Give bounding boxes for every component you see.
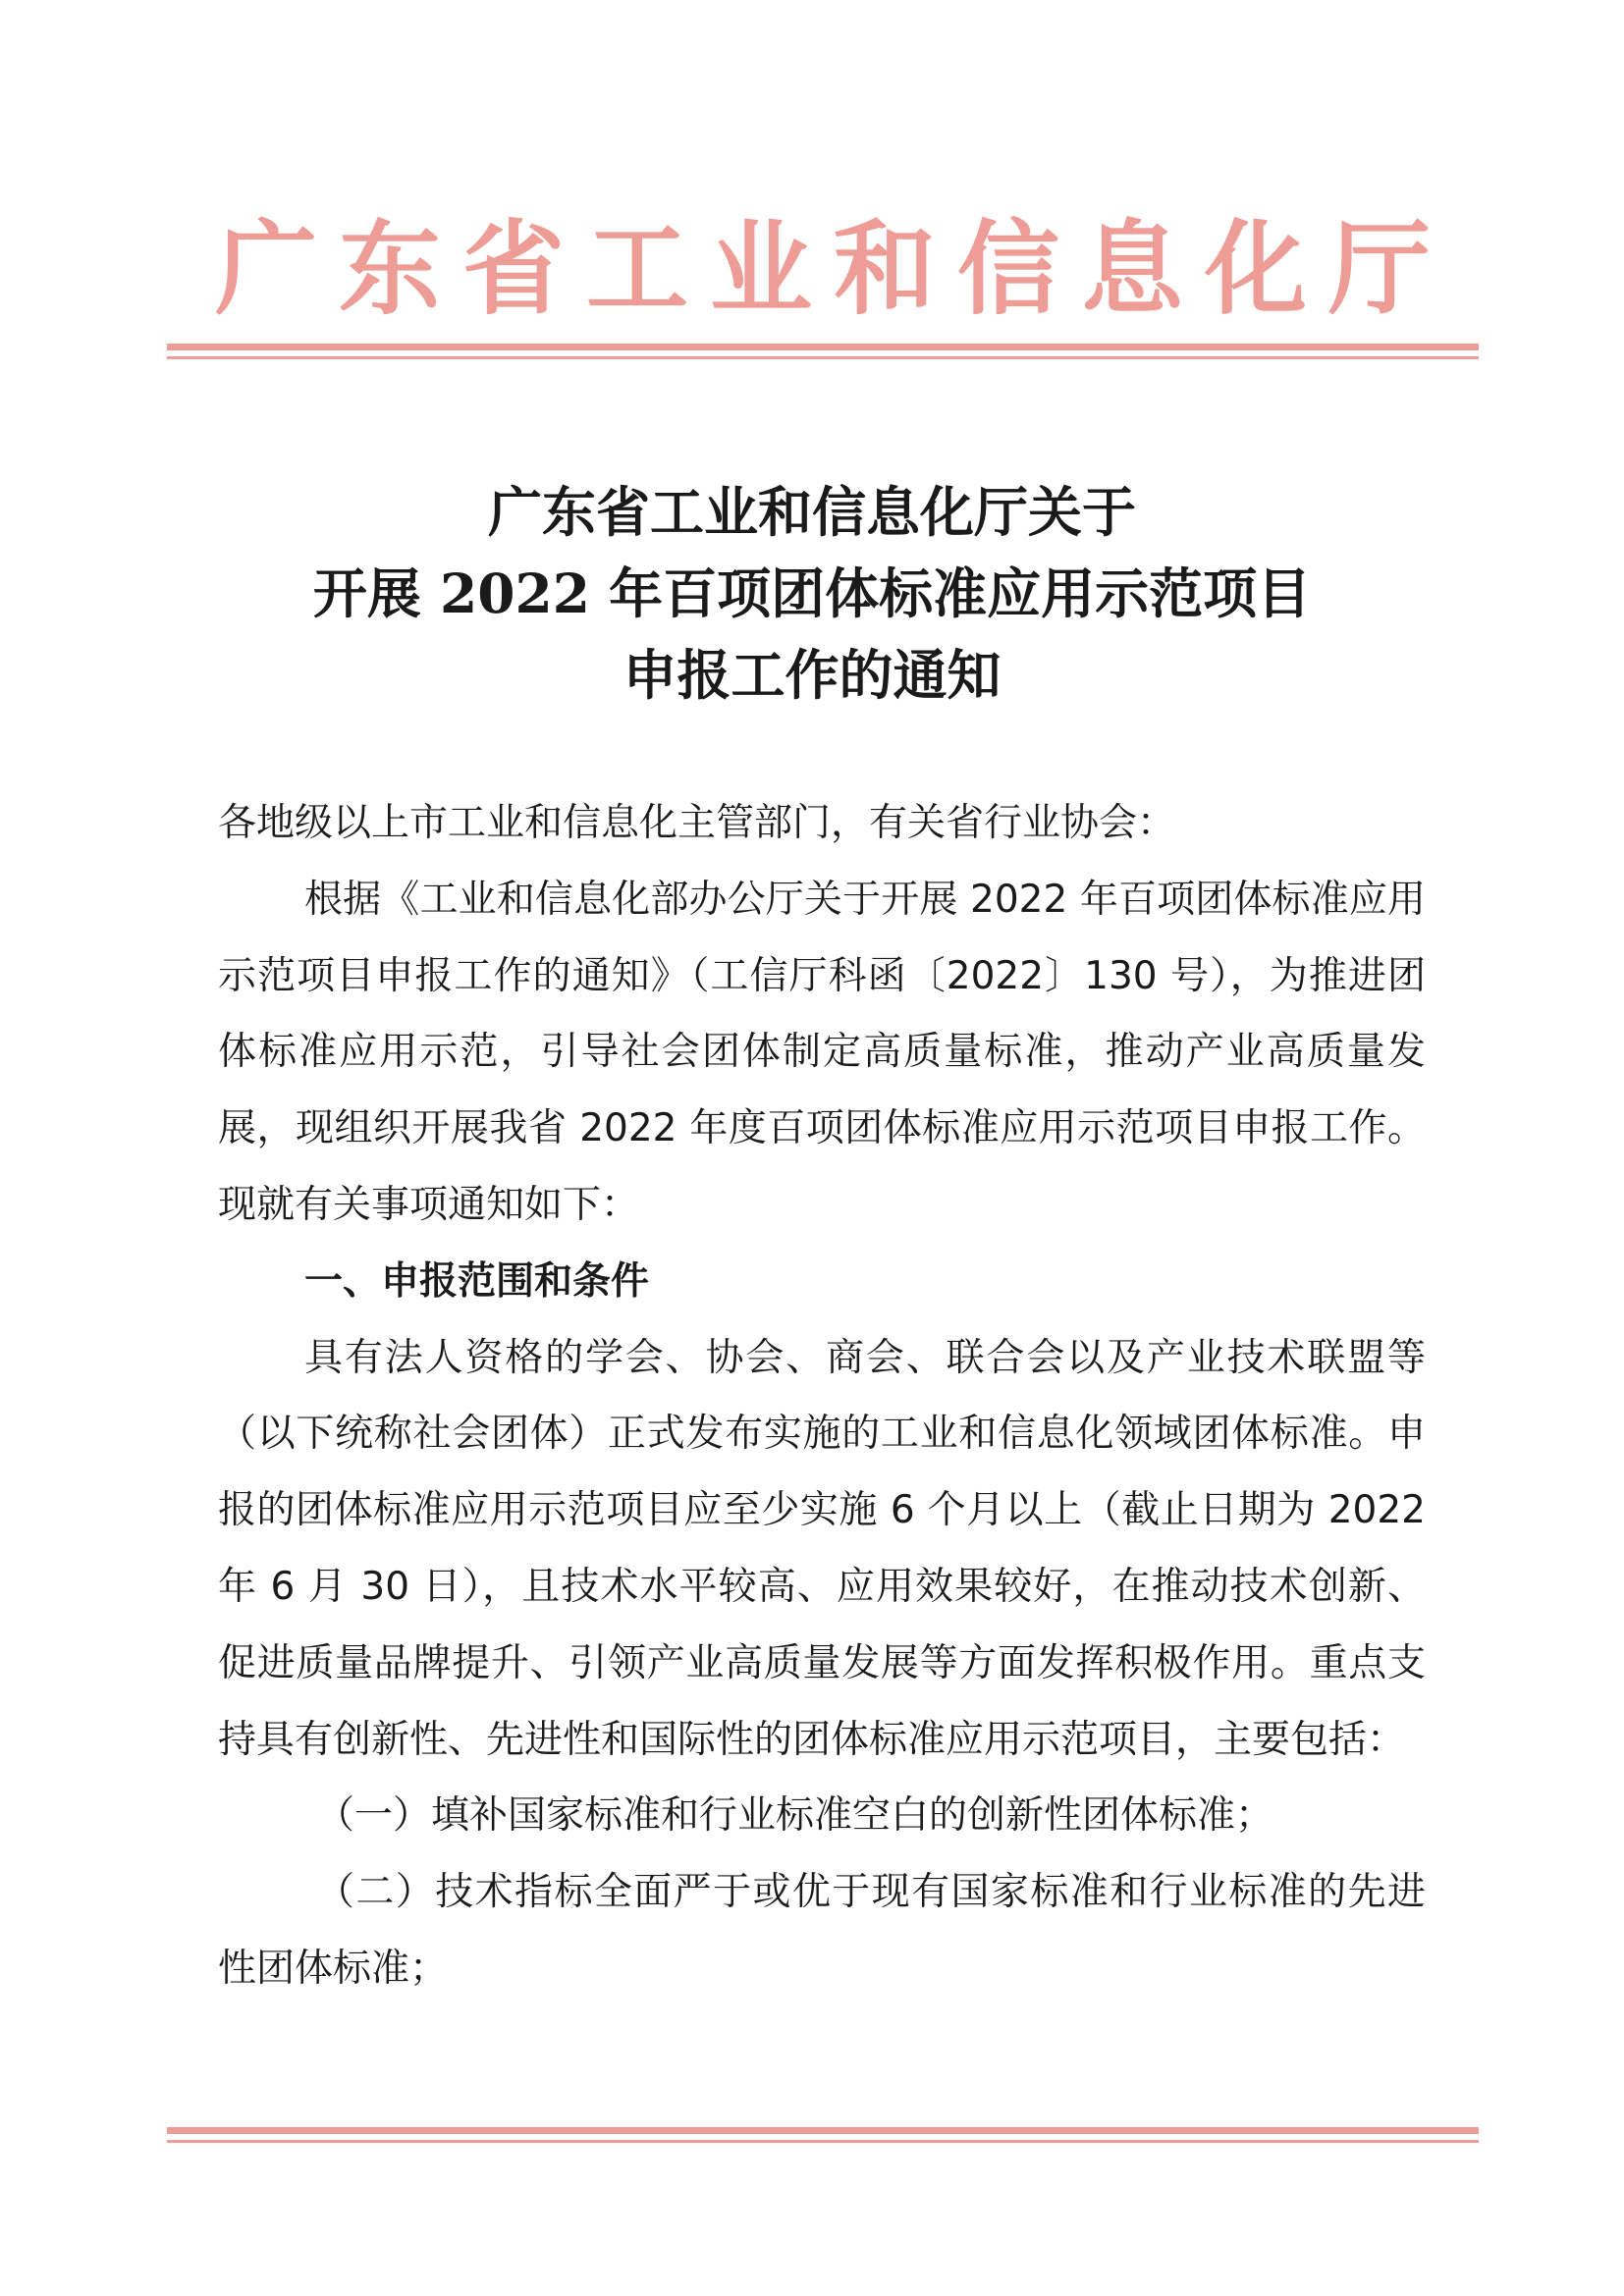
- document-title: [0, 471, 1624, 716]
- list-item-1: （一）填补国家标准和行业标准空白的创新性团体标准；: [316, 1793, 1274, 1839]
- paragraph-scope: 具有法人资格的学会、协会、商会、联合会以及产业技术联盟等（以下统称社会团体）正式发布实施的工业和信息化领域团体标准。申报的团体标准应用示范项目应至少实施 6 个月以上（截止日期为 2022 年 6 月 30 日），且技术水平较高、应用效果较好，在推动技术创新、促进质量品牌提升、引领产业高质量发展等方面发挥积极作用。重点支持具有创新性、先进性和国际性的团体标准应用示范项目，主要包括：: [218, 1335, 1426, 1762]
- list-item-2: （二）技术指标全面严于或优于现有国家标准和行业标准的先进性团体标准；: [218, 1870, 1426, 1991]
- document-body: [218, 785, 1426, 2007]
- divider-thin-line: [167, 356, 1479, 359]
- footer-divider: [167, 2127, 1479, 2143]
- paragraph-intro: 根据《工业和信息化部办公厅关于开展 2022 年百项团体标准应用示范项目申报工作的通知》（工信厅科函〔2022〕130 号），为推进团体标准应用示范，引导社会团体制定高质量标准，推动产业高质量发展，现组织开展我省 2022 年度百项团体标准应用示范项目申报工作。现就有关事项通知如下：: [218, 877, 1426, 1227]
- footer-thin-line: [167, 2140, 1479, 2143]
- masthead-divider: [167, 344, 1479, 359]
- section-heading-1: 一、申报范围和条件: [304, 1258, 650, 1304]
- divider-thick-line: [167, 344, 1479, 350]
- salutation: 各地级以上市工业和信息化主管部门，有关省行业协会：: [218, 801, 1176, 845]
- title-line-3: 申报工作的通知: [623, 643, 1001, 707]
- footer-thick-line: [167, 2127, 1479, 2134]
- title-line-2: 开展 2022 年百项团体标准应用示范项目: [312, 561, 1312, 625]
- masthead-title: 广东省工业和信息化厅: [214, 208, 1452, 329]
- title-line-1: 广东省工业和信息化厅关于: [487, 480, 1136, 544]
